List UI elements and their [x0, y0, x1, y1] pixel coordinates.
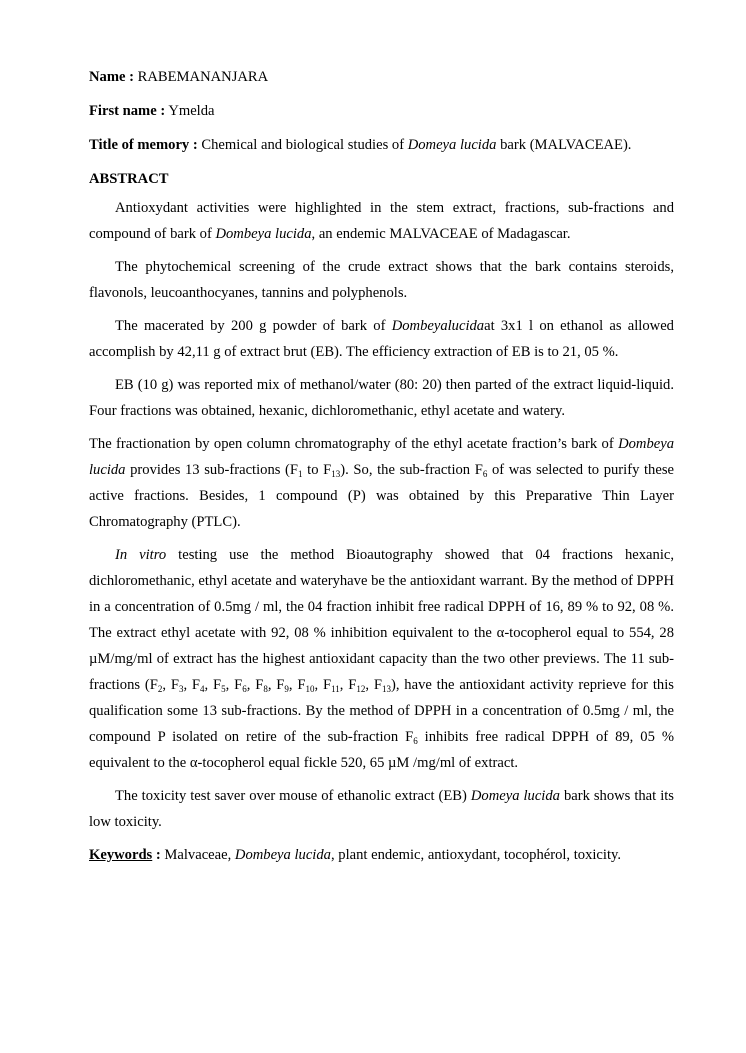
p5-text: The fractionation by open column chromatography of the ethyl acetate fraction’s bark of [89, 435, 619, 452]
p6-subscript: 6 [413, 735, 418, 746]
p5-species: Dombeya lucida [89, 435, 674, 478]
p5-text: to F [302, 461, 332, 478]
p6-subscript: 12 [356, 683, 366, 694]
name-value: RABEMANANJARA [137, 69, 269, 85]
p6-subscript: 9 [284, 683, 289, 694]
abstract-paragraph-4: EB (10 g) was reported mix of methanol/water (80: 20) then parted of the extract liquid-liquid. Four fractions was obtained, hexanic, dichloromethanic, ethyl acetate and watery. [89, 376, 674, 419]
abstract-paragraph-2: The phytochemical screening of the crude extract shows that the bark contains steroids, flavonols, leucoanthocyanes, tannins and polyphenols. [89, 258, 674, 301]
keywords-label: Keywords [89, 846, 153, 863]
p6-subscript: 3 [178, 683, 184, 694]
p6-subscript: 2 [157, 683, 163, 694]
title-line [89, 136, 674, 156]
abstract-heading: ABSTRACT [89, 171, 169, 188]
name-label: Name : [89, 69, 134, 85]
p6-text: inhibits free radical DPPH of 89, 05 % equivalent to the α-tocopherol equal fickle 520, 65 µM /mg/ml of extract. [89, 728, 674, 771]
p5-subscript: 1 [298, 468, 303, 479]
p6-subscript: 8 [263, 683, 268, 694]
p6-sep: , F [162, 676, 179, 693]
p6-sep: , F [246, 676, 264, 693]
p3-text-end: at 3x1 l on ethanol as allowed accomplish by 42,11 g of extract brut (EB). The efficiency extraction of EB is to 21, 05 %. [89, 317, 674, 360]
title-post: bark (MALVACEAE). [496, 137, 632, 154]
abstract-paragraph-1 [89, 195, 674, 247]
p6-sep: , F [314, 676, 332, 693]
first-name-value: Ymelda [168, 103, 215, 120]
p7-text-end: bark shows that its low toxicity. [89, 787, 674, 830]
p5-text: provides 13 sub-fractions (F [125, 461, 299, 478]
keywords-line [89, 842, 674, 868]
p3-species: Dombeyalucida [391, 317, 485, 334]
p6-subscript: 5 [221, 683, 226, 694]
p6-sep: , F [267, 676, 285, 693]
p6-sep: , F [365, 676, 382, 693]
name-line [89, 68, 674, 88]
p7-species: Domeya lucida [470, 787, 560, 804]
p5-text: ). So, the sub-fraction F [340, 461, 483, 478]
p6-text: testing use the method Bioautography showed that 04 fractions hexanic, dichloromethanic, ethyl acetate and wateryhave be the antioxidant warrant. By the method of DPPH in a concentration of 0.5mg / ml, the 04 fraction inhibit free radical DPPH of 16, 89 % to 92, 08 %. The extract ethyl acetate with 92, 08 % inhibition equivalent to the α-tocopherol equal to 554, 28 µM/mg/ml of extract has the highest antioxidant capacity than the two other previews. The 11 sub-fractions (F [89, 546, 675, 693]
p6-subscript: 10 [305, 683, 315, 694]
p3-text: The macerated by 200 g powder of bark of [115, 317, 392, 334]
title-label: Title of memory : [89, 137, 198, 154]
p7-text: The toxicity test saver over mouse of ethanolic extract (EB) [115, 787, 471, 804]
first-name-line [89, 102, 674, 122]
p6-sep: , F [339, 676, 357, 693]
abstract-paragraph-7 [89, 783, 674, 835]
keywords-text: Malvaceae, [160, 846, 235, 863]
p6-subscript: 11 [331, 683, 340, 694]
p5-text: of was selected to purify these active fractions. Besides, 1 compound (P) was obtained by this Preparative Thin Layer Chromatography (PTLC). [89, 461, 674, 530]
document-content [89, 68, 674, 868]
p1-text: Antioxydant activities were highlighted in the stem extract, fractions, sub-fractions and compound of bark of [89, 199, 674, 242]
p6-in-vitro: In vitro [115, 546, 167, 563]
abstract-paragraph-6 [89, 542, 674, 776]
title-pre: Chemical and biological studies of [201, 137, 408, 154]
p6-sep: , F [204, 676, 222, 693]
p6-subscript: 6 [242, 683, 247, 694]
p6-text: ), have the antioxidant activity reprieve for this qualification some 13 sub-fractions. By the method of DPPH in a concentration of 0.5mg / ml, the compound P isolated on retire of the sub-fraction F [89, 676, 674, 745]
p1-species: Dombeya lucida [215, 225, 312, 242]
p6-subscript: 4 [200, 683, 205, 694]
keywords-species: Dombeya lucida [234, 846, 331, 863]
first-name-label: First name : [89, 103, 166, 120]
p1-text-end: , an endemic MALVACEAE of Madagascar. [311, 225, 571, 242]
p6-sep: , F [225, 676, 243, 693]
p5-subscript: 13 [331, 468, 341, 479]
abstract-paragraph-3 [89, 313, 674, 365]
keywords-text-end: , plant endemic, antioxydant, tocophérol, toxicity. [330, 846, 622, 863]
p6-subscript: 13 [381, 683, 391, 694]
p6-sep: , F [183, 676, 201, 693]
title-species: Domeya lucida [407, 137, 497, 154]
p5-subscript: 6 [482, 468, 488, 479]
p6-sep: , F [288, 676, 306, 693]
abstract-paragraph-5 [89, 431, 674, 535]
keywords-colon: : [152, 846, 161, 863]
